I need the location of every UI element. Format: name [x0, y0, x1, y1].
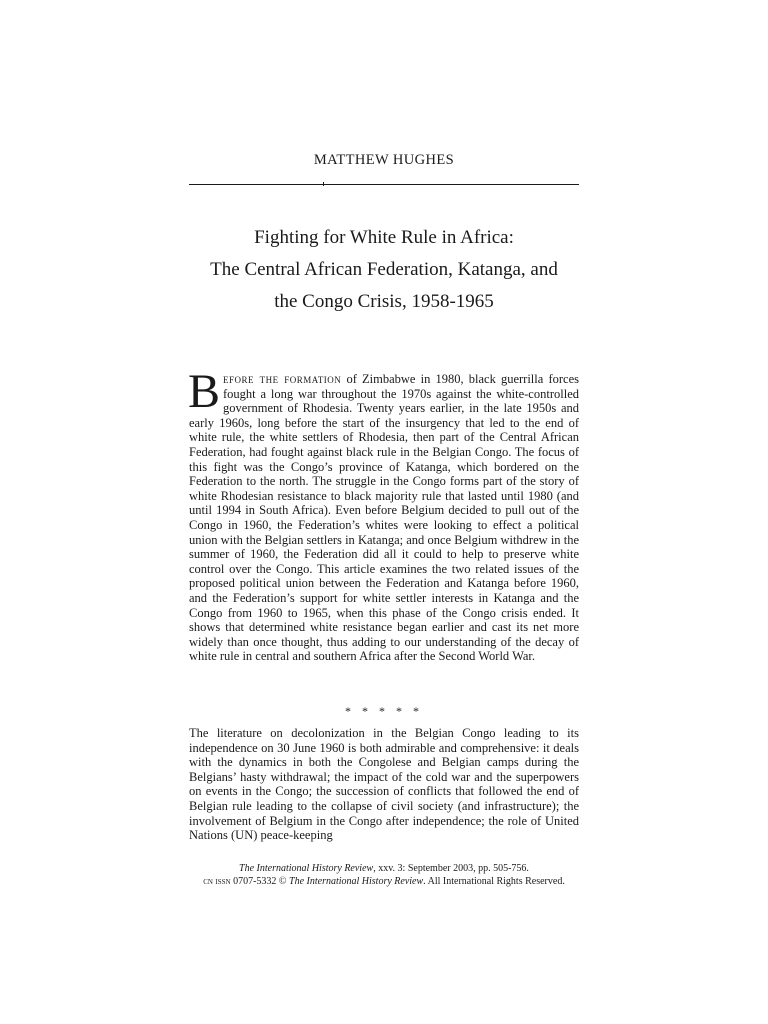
footer-line-1	[160, 862, 608, 875]
journal-name-2: The International History Review	[289, 876, 424, 887]
section-separator: * * * * *	[345, 704, 423, 718]
abstract-text: of Zimbabwe in 1980, black guerrilla forces fought a long war throughout the 1970s against the white-controlled government of Rhodesia. Twenty years earlier, in the late 1950s and early 1960s, long before the start of the insurgency that led to the end of white rule, the white settlers of Rhodesia, then part of the Central African Federation, had fought against black rule in the Belgian Congo. The focus of this fight was the Congo’s province of Katanga, which bordered on the Federation to the north. The struggle in the Congo forms part of the story of white Rhodesian resistance to black majority rule that lasted until 1980 (and until 1994 in South Africa). Even before Belgium decided to pull out of the Congo in 1960, the Federation’s whites were looking to effect a political union with the Belgian settlers in Katanga; and once Belgium withdrew in the summer of 1960, the Federation did all it could to help to preserve white control over the Congo. This article examines the two related issues of the proposed political union between the Federation and Katanga before 1960, and the Federation’s support for white settler interests in Katanga and the Congo from 1960 to 1965, when this phase of the Congo crisis ended. It shows that determined white resistance began earlier and cast its net more widely than once thought, thus adding to our understanding of the decay of white rule in central and southern Africa after the Second World War.	[189, 372, 579, 664]
title-line-3: the Congo Crisis, 1958-1965	[274, 291, 494, 312]
title-line-2: The Central African Federation, Katanga, and	[210, 259, 558, 280]
header-rule	[189, 184, 579, 185]
abstract-lead: efore the formation	[223, 372, 342, 386]
journal-name: The International History Review	[239, 863, 374, 874]
rights-text: . All International Rights Reserved.	[423, 876, 565, 887]
drop-cap: B	[188, 365, 221, 418]
issn-text: cn issn 0707-5332 ©	[203, 876, 290, 887]
citation-footer	[160, 862, 608, 888]
author-name: MATTHEW HUGHES	[313, 152, 455, 168]
title-line-1: Fighting for White Rule in Africa:	[254, 227, 514, 248]
header-rule-tick	[323, 182, 324, 186]
abstract-paragraph	[188, 365, 579, 664]
body-paragraph: The literature on decolonization in the Belgian Congo leading to its independence on 30 June 1960 is both admirable and comprehensive: it deals with the dynamics in both the Congolese and Belgian camps during the Belgians’ hasty withdrawal; the impact of the cold war and the superpowers on events in the Congo; the succession of conflicts that followed the end of Belgian rule leading to the collapse of civil society (and infrastructure); the involvement of Belgium in the Congo after independence; the role of United Nations (UN) peace-keeping	[189, 726, 579, 843]
article-title	[160, 222, 608, 318]
footer-line-2	[160, 875, 608, 888]
citation-text: , xxv. 3: September 2003, pp. 505-756.	[373, 863, 529, 874]
